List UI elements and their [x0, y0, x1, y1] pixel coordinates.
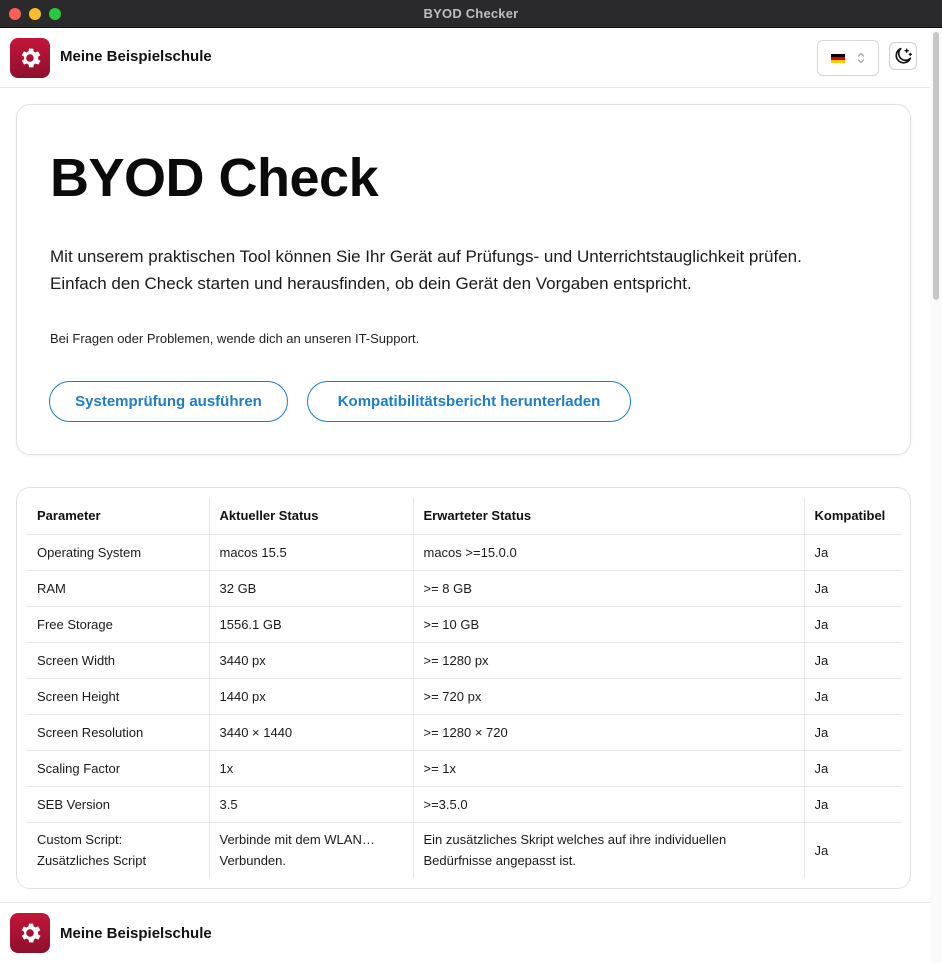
table-row	[27, 786, 901, 822]
table-cell: Ja	[804, 642, 901, 678]
chevron-up-down-icon	[856, 50, 866, 66]
table-cell: Ja	[804, 606, 901, 642]
cell-line: Zusätzliches Script	[37, 853, 147, 869]
table-cell: macos >=15.0.0	[413, 534, 804, 570]
school-logo	[10, 38, 50, 78]
table-cell	[27, 822, 209, 878]
table-cell: Screen Resolution	[37, 724, 144, 740]
table-row-custom-script	[27, 822, 901, 878]
table-cell: Screen Width	[37, 652, 116, 668]
table-row	[27, 714, 901, 750]
table-cell: Ja	[804, 570, 901, 606]
table-cell: Ja	[804, 678, 901, 714]
table-row	[27, 606, 901, 642]
app-header	[0, 28, 930, 88]
table-body	[27, 534, 901, 878]
hero-description-line: Einfach den Check starten und herausfinden, ob dein Gerät den Vorgaben entspricht.	[50, 274, 692, 293]
table-cell: Ja	[804, 534, 901, 570]
school-logo	[10, 913, 50, 953]
hero-card	[16, 104, 911, 455]
table-row	[27, 570, 901, 606]
table-row	[27, 534, 901, 570]
table-cell: Free Storage	[37, 616, 113, 632]
table-cell	[413, 822, 804, 878]
table-cell: Ja	[804, 714, 901, 750]
minimize-window-button[interactable]	[29, 8, 41, 20]
download-report-button[interactable]: Kompatibilitätsbericht herunterladen	[307, 381, 631, 422]
column-header: Parameter	[37, 508, 101, 524]
compatibility-table-card	[16, 487, 911, 889]
footer-school-name: Meine Beispielschule	[60, 925, 212, 942]
language-select[interactable]	[817, 40, 879, 76]
table-cell: >= 1x	[413, 750, 804, 786]
table-cell: 1x	[209, 750, 413, 786]
table-row	[27, 750, 901, 786]
column-header: Aktueller Status	[209, 498, 413, 534]
scrollbar-thumb[interactable]	[933, 32, 939, 300]
table-cell: 3440 px	[209, 642, 413, 678]
table-cell: macos 15.5	[209, 534, 413, 570]
support-note: Bei Fragen oder Problemen, wende dich an unseren IT-Support.	[50, 331, 420, 346]
app-window	[0, 28, 942, 963]
table-cell: 1440 px	[209, 678, 413, 714]
compatibility-table	[27, 498, 901, 878]
table-cell: 32 GB	[209, 570, 413, 606]
table-cell: Ja	[804, 786, 901, 822]
gear-icon	[17, 920, 43, 946]
hero-description	[50, 243, 890, 297]
page-title: BYOD Check	[50, 148, 379, 208]
hero-description-line: Mit unserem praktischen Tool können Sie Ihr Gerät auf Prüfungs- und Unterrichtstauglichkeit prüfen.	[50, 247, 802, 266]
table-cell: >= 1280 px	[413, 642, 804, 678]
theme-toggle-button[interactable]	[889, 42, 917, 70]
window-controls	[9, 8, 61, 20]
school-name: Meine Beispielschule	[60, 48, 212, 65]
app-footer	[0, 902, 930, 963]
cell-line: Ein zusätzliches Skript welches auf ihre individuellen	[423, 832, 727, 848]
table-cell: Operating System	[37, 544, 142, 560]
table-header-row	[27, 498, 901, 534]
table-cell: >= 8 GB	[413, 570, 804, 606]
table-cell: 3.5	[209, 786, 413, 822]
table-cell: RAM	[37, 580, 66, 596]
cell-line: Custom Script:	[37, 832, 123, 848]
table-cell: Scaling Factor	[37, 760, 121, 776]
column-header: Erwarteter Status	[413, 498, 804, 534]
table-row	[27, 678, 901, 714]
germany-flag-icon	[831, 54, 845, 63]
table-row	[27, 642, 901, 678]
table-cell: >= 1280 × 720	[413, 714, 804, 750]
table-cell: Ja	[804, 822, 901, 878]
cell-line: Verbinde mit dem WLAN…	[219, 832, 375, 848]
column-header: Kompatibel	[804, 498, 901, 534]
table-cell	[209, 822, 413, 878]
table-cell: >= 720 px	[413, 678, 804, 714]
table-cell: >=3.5.0	[413, 786, 804, 822]
table-cell: Ja	[804, 750, 901, 786]
table-cell: SEB Version	[37, 796, 110, 812]
table-cell: Screen Height	[37, 688, 120, 704]
vertical-scrollbar[interactable]	[930, 28, 942, 963]
moon-stars-icon	[892, 45, 914, 67]
table-cell: >= 10 GB	[413, 606, 804, 642]
run-system-check-button[interactable]: Systemprüfung ausführen	[49, 381, 288, 422]
cell-line: Verbunden.	[219, 853, 287, 869]
gear-icon	[17, 45, 43, 71]
close-window-button[interactable]	[9, 8, 21, 20]
cell-line: Bedürfnisse angepasst ist.	[423, 853, 576, 869]
window-titlebar	[0, 0, 942, 28]
table-cell: 3440 × 1440	[209, 714, 413, 750]
table-cell: 1556.1 GB	[209, 606, 413, 642]
window-title: BYOD Checker	[423, 6, 519, 21]
maximize-window-button[interactable]	[49, 8, 61, 20]
